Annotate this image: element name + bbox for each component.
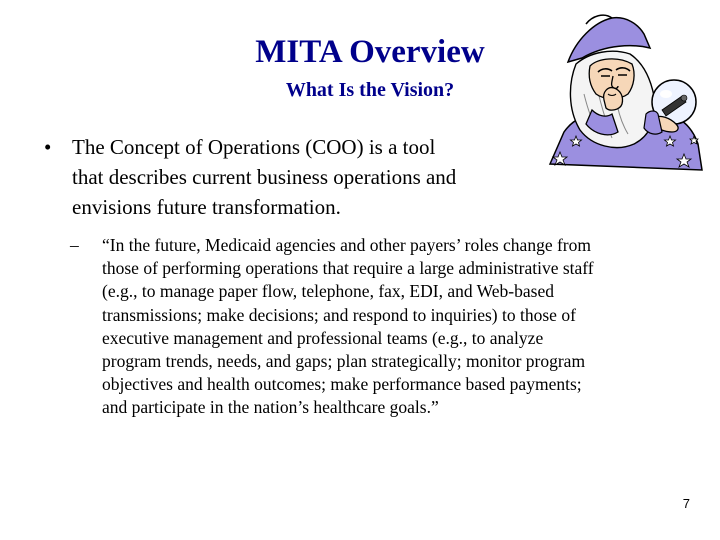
main-bullet-line: that describes current business operations and [72, 165, 457, 189]
sub-bullet-line: executive management and professional teams (e.g., to analyze [102, 327, 544, 348]
sub-bullet-line: objectives and health outcomes; make performance based payments; [102, 374, 582, 395]
bullet-marker: • [44, 135, 52, 159]
dash-marker: – [70, 235, 79, 255]
sub-bullet-line: those of performing operations that require a large administrative staff [102, 258, 594, 279]
wizard-with-crystal-ball-icon [546, 14, 704, 174]
sub-bullet-line: (e.g., to manage paper flow, telephone, fax, EDI, and Web-based [102, 281, 554, 302]
sub-bullet-line: and participate in the nation’s healthcare goals.” [102, 397, 439, 418]
sub-bullet-text [102, 234, 672, 420]
slide-title: MITA Overview [255, 34, 485, 70]
page-number: 7 [682, 496, 690, 511]
slide-subtitle: What Is the Vision? [285, 79, 455, 101]
sub-bullet-line: “In the future, Medicaid agencies and other payers’ roles change from [102, 235, 591, 255]
sub-bullet-line: transmissions; make decisions; and respond to inquiries) to those of [102, 304, 576, 325]
sub-bullet-line: program trends, needs, and gaps; plan strategically; monitor program [102, 351, 586, 372]
main-bullet-line: The Concept of Operations (COO) is a tool [72, 135, 436, 159]
main-bullet-text [44, 132, 524, 222]
main-bullet-line: envisions future transformation. [72, 195, 341, 219]
